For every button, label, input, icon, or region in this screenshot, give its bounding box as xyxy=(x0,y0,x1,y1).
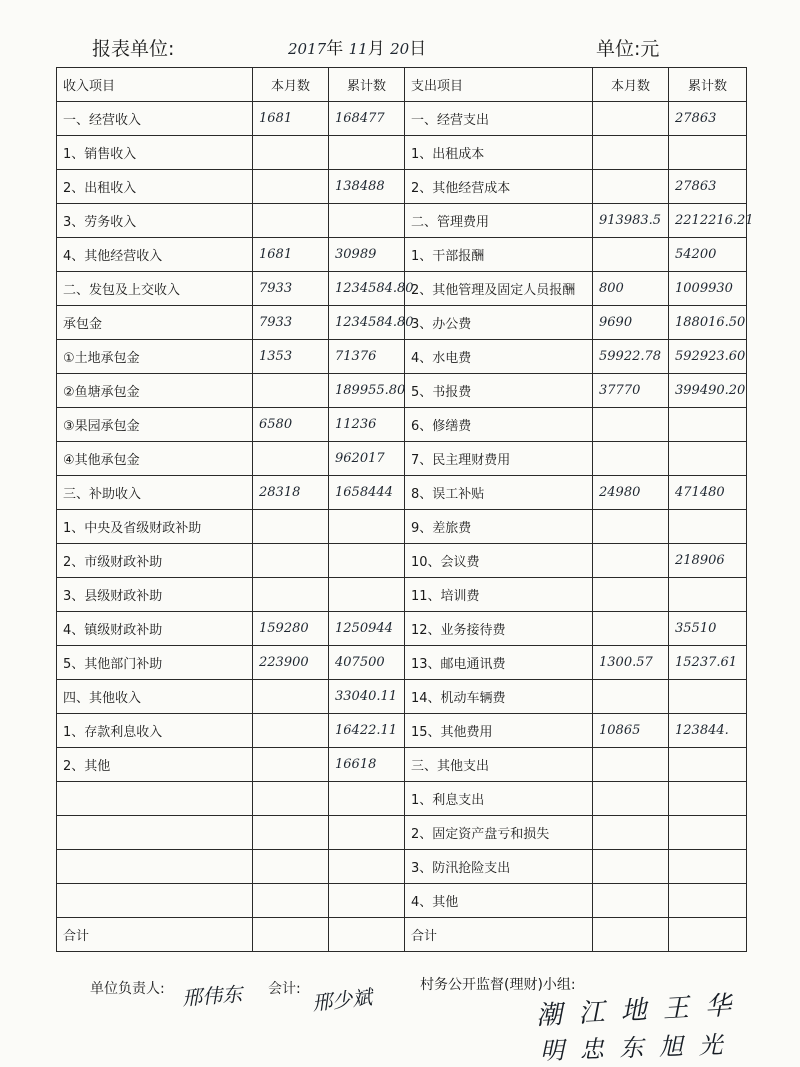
currency-unit: 单位:元 xyxy=(596,38,660,60)
expense-item-cell: 4、其他 xyxy=(405,884,593,918)
income-item-cell xyxy=(57,884,253,918)
income-month-cell xyxy=(253,782,329,816)
col-month-2: 本月数 xyxy=(593,68,669,102)
income-cumulative-cell: 1234584.80 xyxy=(329,306,405,340)
table-row xyxy=(57,136,747,170)
expense-cumulative-cell: 2212216.21 xyxy=(669,204,747,238)
expense-item-cell: 13、邮电通讯费 xyxy=(405,646,593,680)
table-row xyxy=(57,510,747,544)
expense-month-cell xyxy=(593,850,669,884)
income-cumulative-cell xyxy=(329,578,405,612)
expense-cumulative-cell: 123844. xyxy=(669,714,747,748)
table-row xyxy=(57,340,747,374)
col-expense-item: 支出项目 xyxy=(405,68,593,102)
table-row xyxy=(57,680,747,714)
col-month: 本月数 xyxy=(253,68,329,102)
income-month-cell xyxy=(253,748,329,782)
date-day: 20 xyxy=(390,40,410,58)
income-month-cell xyxy=(253,510,329,544)
expense-cumulative-cell xyxy=(669,918,747,952)
expense-month-cell: 10865 xyxy=(593,714,669,748)
income-item-cell: 4、镇级财政补助 xyxy=(57,612,253,646)
income-month-cell: 223900 xyxy=(253,646,329,680)
expense-item-cell: 三、其他支出 xyxy=(405,748,593,782)
income-cumulative-cell xyxy=(329,850,405,884)
income-cumulative-cell: 30989 xyxy=(329,238,405,272)
income-expense-table xyxy=(56,67,754,952)
income-cumulative-cell xyxy=(329,510,405,544)
expense-cumulative-cell xyxy=(669,136,747,170)
expense-month-cell: 1300.57 xyxy=(593,646,669,680)
income-item-cell: 三、补助收入 xyxy=(57,476,253,510)
expense-item-cell: 11、培训费 xyxy=(405,578,593,612)
income-month-cell: 1681 xyxy=(253,102,329,136)
expense-month-cell xyxy=(593,408,669,442)
expense-item-cell: 14、机动车辆费 xyxy=(405,680,593,714)
expense-item-cell: 4、水电费 xyxy=(405,340,593,374)
expense-month-cell xyxy=(593,782,669,816)
expense-month-cell xyxy=(593,510,669,544)
income-item-cell: ②鱼塘承包金 xyxy=(57,374,253,408)
income-month-cell: 159280 xyxy=(253,612,329,646)
expense-item-cell: 3、办公费 xyxy=(405,306,593,340)
table-row xyxy=(57,544,747,578)
income-item-cell xyxy=(57,782,253,816)
expense-item-cell: 6、修缮费 xyxy=(405,408,593,442)
table-row xyxy=(57,374,747,408)
income-month-cell xyxy=(253,544,329,578)
expense-month-cell xyxy=(593,680,669,714)
income-month-cell xyxy=(253,918,329,952)
date-month: 11 xyxy=(348,40,368,58)
income-item-cell: 1、存款利息收入 xyxy=(57,714,253,748)
income-cumulative-cell: 16422.11 xyxy=(329,714,405,748)
income-item-cell: 2、市级财政补助 xyxy=(57,544,253,578)
income-cumulative-cell: 33040.11 xyxy=(329,680,405,714)
income-cumulative-cell: 16618 xyxy=(329,748,405,782)
date-month-suffix: 月 xyxy=(367,39,385,59)
expense-month-cell xyxy=(593,136,669,170)
expense-item-cell: 10、会议费 xyxy=(405,544,593,578)
table-row xyxy=(57,170,747,204)
income-cumulative-cell xyxy=(329,884,405,918)
expense-month-cell xyxy=(593,612,669,646)
supervision-signatures-line2: 明 忠 东 旭 光 xyxy=(539,1030,728,1066)
expense-item-cell: 一、经营支出 xyxy=(405,102,593,136)
income-cumulative-cell xyxy=(329,918,405,952)
income-month-cell xyxy=(253,136,329,170)
expense-cumulative-cell: 54200 xyxy=(669,238,747,272)
table-row xyxy=(57,442,747,476)
unit-head-signature: 邢伟东 xyxy=(181,981,243,1011)
income-item-cell: 四、其他收入 xyxy=(57,680,253,714)
expense-cumulative-cell xyxy=(669,748,747,782)
income-item-cell: ①土地承包金 xyxy=(57,340,253,374)
income-cumulative-cell: 138488 xyxy=(329,170,405,204)
expense-cumulative-cell xyxy=(669,408,747,442)
table-row xyxy=(57,306,747,340)
expense-cumulative-cell xyxy=(669,782,747,816)
accountant-label: 会计: xyxy=(268,981,301,997)
expense-cumulative-cell: 471480 xyxy=(669,476,747,510)
expense-month-cell xyxy=(593,748,669,782)
income-cumulative-cell: 1250944 xyxy=(329,612,405,646)
income-item-cell: 2、出租收入 xyxy=(57,170,253,204)
expense-cumulative-cell: 27863 xyxy=(669,102,747,136)
expense-month-cell xyxy=(593,102,669,136)
income-cumulative-cell xyxy=(329,544,405,578)
income-month-cell: 28318 xyxy=(253,476,329,510)
expense-item-cell: 8、误工补贴 xyxy=(405,476,593,510)
table-row xyxy=(57,748,747,782)
expense-month-cell xyxy=(593,238,669,272)
col-cumulative: 累计数 xyxy=(329,68,405,102)
expense-month-cell xyxy=(593,884,669,918)
expense-month-cell: 59922.78 xyxy=(593,340,669,374)
income-cumulative-cell: 1234584.80 xyxy=(329,272,405,306)
expense-cumulative-cell: 1009930 xyxy=(669,272,747,306)
income-cumulative-cell: 168477 xyxy=(329,102,405,136)
table-row xyxy=(57,884,747,918)
expense-month-cell: 37770 xyxy=(593,374,669,408)
table-row xyxy=(57,578,747,612)
expense-cumulative-cell xyxy=(669,816,747,850)
table-row xyxy=(57,204,747,238)
expense-item-cell: 1、利息支出 xyxy=(405,782,593,816)
expense-cumulative-cell: 188016.50 xyxy=(669,306,747,340)
income-item-cell xyxy=(57,850,253,884)
expense-item-cell: 9、差旅费 xyxy=(405,510,593,544)
income-month-cell xyxy=(253,204,329,238)
table-row xyxy=(57,102,747,136)
expense-month-cell: 913983.5 xyxy=(593,204,669,238)
expense-cumulative-cell xyxy=(669,442,747,476)
expense-month-cell xyxy=(593,578,669,612)
income-month-cell xyxy=(253,442,329,476)
income-month-cell xyxy=(253,374,329,408)
expense-month-cell xyxy=(593,170,669,204)
income-cumulative-cell: 962017 xyxy=(329,442,405,476)
income-item-cell: 承包金 xyxy=(57,306,253,340)
signature-area xyxy=(0,972,800,1066)
income-cumulative-cell: 1658444 xyxy=(329,476,405,510)
table-row xyxy=(57,714,747,748)
expense-item-cell: 7、民主理财费用 xyxy=(405,442,593,476)
expense-item-cell: 12、业务接待费 xyxy=(405,612,593,646)
income-cumulative-cell: 11236 xyxy=(329,408,405,442)
col-income-item: 收入项目 xyxy=(57,68,253,102)
income-item-cell: 5、其他部门补助 xyxy=(57,646,253,680)
income-item-cell: 2、其他 xyxy=(57,748,253,782)
unit-head-label: 单位负责人: xyxy=(90,981,165,997)
supervision-group-label: 村务公开监督(理财)小组: xyxy=(420,977,576,993)
expense-cumulative-cell: 15237.61 xyxy=(669,646,747,680)
income-month-cell: 7933 xyxy=(253,272,329,306)
expense-item-cell: 2、其他经营成本 xyxy=(405,170,593,204)
income-month-cell xyxy=(253,884,329,918)
expense-month-cell: 9690 xyxy=(593,306,669,340)
expense-item-cell: 2、固定资产盘亏和损失 xyxy=(405,816,593,850)
income-cumulative-cell xyxy=(329,136,405,170)
expense-cumulative-cell: 35510 xyxy=(669,612,747,646)
income-month-cell xyxy=(253,170,329,204)
income-item-cell: 4、其他经营收入 xyxy=(57,238,253,272)
income-cumulative-cell: 407500 xyxy=(329,646,405,680)
income-month-cell: 1681 xyxy=(253,238,329,272)
income-month-cell: 1353 xyxy=(253,340,329,374)
income-month-cell xyxy=(253,680,329,714)
income-month-cell: 7933 xyxy=(253,306,329,340)
income-cumulative-cell xyxy=(329,782,405,816)
table-row xyxy=(57,612,747,646)
col-cumulative-2: 累计数 xyxy=(669,68,747,102)
expense-month-cell xyxy=(593,816,669,850)
income-month-cell xyxy=(253,816,329,850)
table-row xyxy=(57,238,747,272)
income-item-cell xyxy=(57,816,253,850)
expense-month-cell: 24980 xyxy=(593,476,669,510)
table-row xyxy=(57,476,747,510)
table-row xyxy=(57,918,747,952)
income-item-cell: 一、经营收入 xyxy=(57,102,253,136)
income-item-cell: 1、中央及省级财政补助 xyxy=(57,510,253,544)
date-year: 2017 xyxy=(288,40,327,58)
expense-cumulative-cell: 218906 xyxy=(669,544,747,578)
income-item-cell: 3、县级财政补助 xyxy=(57,578,253,612)
expense-cumulative-cell xyxy=(669,510,747,544)
accountant-signature: 邢少斌 xyxy=(311,984,374,1016)
expense-item-cell: 1、出租成本 xyxy=(405,136,593,170)
income-month-cell xyxy=(253,850,329,884)
expense-cumulative-cell: 592923.60 xyxy=(669,340,747,374)
income-item-cell: 二、发包及上交收入 xyxy=(57,272,253,306)
income-item-cell: 3、劳务收入 xyxy=(57,204,253,238)
reporting-unit-label: 报表单位: xyxy=(92,38,175,60)
expense-cumulative-cell xyxy=(669,850,747,884)
expense-item-cell: 3、防汛抢险支出 xyxy=(405,850,593,884)
expense-cumulative-cell: 27863 xyxy=(669,170,747,204)
expense-cumulative-cell: 399490.20 xyxy=(669,374,747,408)
table-row xyxy=(57,408,747,442)
income-month-cell xyxy=(253,714,329,748)
table-row xyxy=(57,782,747,816)
income-item-cell: 1、销售收入 xyxy=(57,136,253,170)
expense-cumulative-cell xyxy=(669,884,747,918)
income-month-cell xyxy=(253,578,329,612)
table-header-row xyxy=(57,68,747,102)
income-cumulative-cell: 189955.80 xyxy=(329,374,405,408)
income-item-cell: 合计 xyxy=(57,918,253,952)
expense-item-cell: 15、其他费用 xyxy=(405,714,593,748)
expense-month-cell xyxy=(593,442,669,476)
expense-month-cell xyxy=(593,918,669,952)
expense-month-cell xyxy=(593,544,669,578)
expense-cumulative-cell xyxy=(669,680,747,714)
supervision-signatures-line1: 潮 江 地 王 华 xyxy=(535,990,736,1032)
income-cumulative-cell xyxy=(329,816,405,850)
table-row xyxy=(57,646,747,680)
expense-item-cell: 二、管理费用 xyxy=(405,204,593,238)
report-header xyxy=(0,30,800,64)
expense-item-cell: 1、干部报酬 xyxy=(405,238,593,272)
income-cumulative-cell: 71376 xyxy=(329,340,405,374)
income-cumulative-cell xyxy=(329,204,405,238)
expense-month-cell: 800 xyxy=(593,272,669,306)
income-month-cell: 6580 xyxy=(253,408,329,442)
expense-item-cell: 2、其他管理及固定人员报酬 xyxy=(405,272,593,306)
table-row xyxy=(57,272,747,306)
date-year-suffix: 年 xyxy=(326,39,344,59)
expense-item-cell: 5、书报费 xyxy=(405,374,593,408)
income-item-cell: ③果园承包金 xyxy=(57,408,253,442)
expense-cumulative-cell xyxy=(669,578,747,612)
expense-item-cell: 合计 xyxy=(405,918,593,952)
income-item-cell: ④其他承包金 xyxy=(57,442,253,476)
report-date xyxy=(288,34,426,59)
date-day-suffix: 日 xyxy=(409,39,427,59)
table-row xyxy=(57,816,747,850)
table-row xyxy=(57,850,747,884)
